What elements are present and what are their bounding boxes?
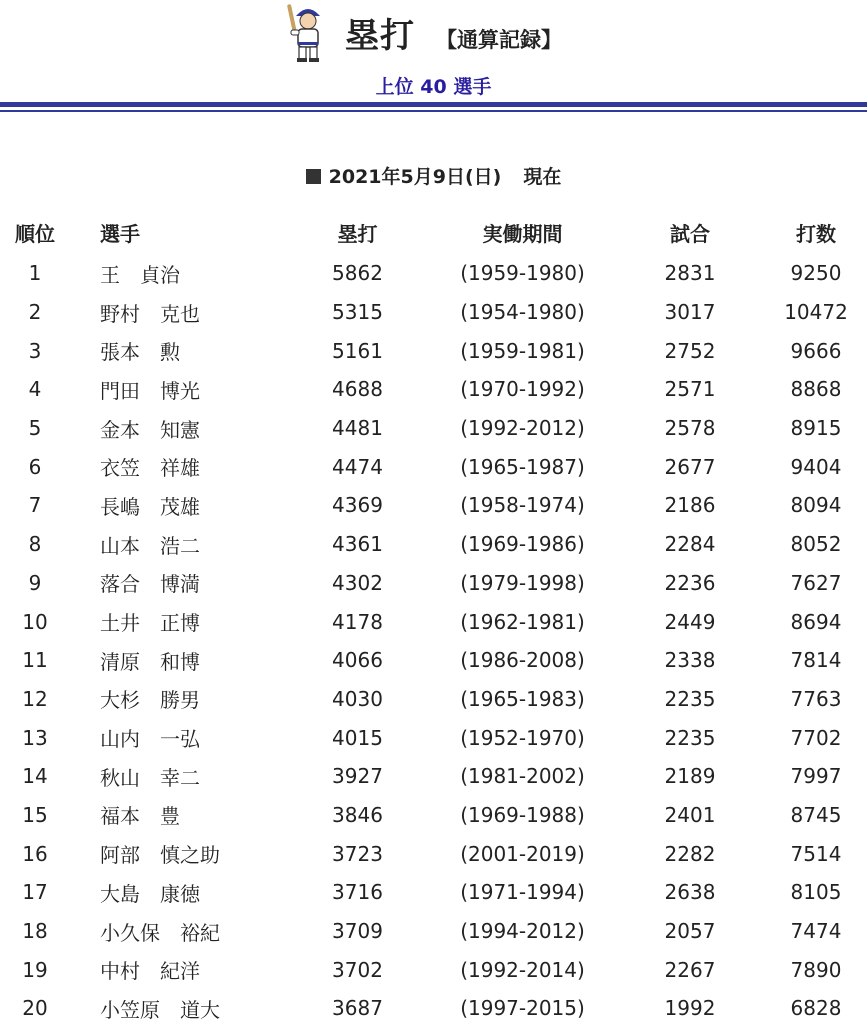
games-cell: 2189 (664, 764, 716, 789)
total-bases-cell: 5862 (332, 261, 383, 286)
player-name-cell: 長嶋 茂雄 (100, 494, 200, 519)
total-bases-cell: 4369 (332, 493, 383, 518)
player-name-cell: 阿部 慎之助 (100, 843, 220, 868)
table-row (0, 486, 867, 525)
table-row (0, 873, 867, 912)
table-row (0, 796, 867, 835)
page-title: 塁打 (345, 16, 415, 56)
at-bats-cell: 8915 (790, 416, 842, 441)
active-period-cell: (1979-1998) (460, 570, 585, 595)
baseball-batter-icon (284, 2, 332, 64)
at-bats-cell: 7997 (790, 764, 842, 789)
table-row (0, 254, 867, 293)
games-cell: 2578 (664, 416, 716, 441)
at-bats-cell: 7474 (790, 919, 842, 944)
player-name-cell: 小久保 裕紀 (100, 920, 220, 945)
rank-cell: 10 (22, 609, 48, 634)
active-period-cell: (2001-2019) (460, 841, 585, 866)
table-row (0, 447, 867, 486)
total-bases-cell: 4474 (332, 454, 383, 479)
at-bats-cell: 8105 (790, 880, 842, 905)
active-period-cell: (1992-2014) (460, 957, 585, 982)
active-period-cell: (1952-1970) (460, 725, 585, 750)
total-bases-cell: 5315 (332, 300, 383, 325)
table-row (0, 950, 867, 989)
column-header-player: 選手 (100, 221, 140, 246)
table-row (0, 757, 867, 796)
games-cell: 2338 (664, 648, 716, 673)
table-row (0, 989, 867, 1028)
games-cell: 2057 (664, 919, 716, 944)
rank-cell: 3 (28, 338, 42, 363)
at-bats-cell: 7514 (790, 841, 842, 866)
rank-cell: 9 (28, 570, 42, 595)
player-name-cell: 土井 正博 (100, 611, 200, 636)
table-row (0, 834, 867, 873)
total-bases-cell: 4066 (332, 648, 383, 673)
player-name-cell: 秋山 幸二 (100, 765, 200, 790)
player-name-cell: 中村 紀洋 (100, 959, 200, 984)
games-cell: 2831 (664, 261, 716, 286)
at-bats-cell: 8052 (790, 532, 842, 557)
total-bases-cell: 3716 (332, 880, 383, 905)
player-name-cell: 大島 康徳 (100, 881, 200, 906)
player-name-cell: 衣笠 祥雄 (100, 456, 200, 481)
rank-cell: 20 (22, 996, 48, 1021)
as-of-date-line (0, 162, 867, 189)
player-name-cell: 野村 克也 (100, 301, 200, 326)
player-name-cell: 門田 博光 (100, 378, 200, 403)
column-header-rank: 順位 (15, 221, 55, 246)
player-name-cell: 落合 博満 (100, 572, 200, 597)
table-row (0, 680, 867, 719)
column-header-active-period: 実働期間 (482, 221, 563, 246)
rank-cell: 12 (22, 686, 48, 711)
games-cell: 2235 (664, 686, 716, 711)
at-bats-cell: 9666 (790, 338, 842, 363)
as-of-label: 現在 (523, 166, 562, 188)
at-bats-cell: 8745 (790, 802, 842, 827)
at-bats-cell: 7890 (790, 957, 842, 982)
total-bases-cell: 4178 (332, 609, 383, 634)
rank-cell: 2 (28, 300, 42, 325)
rank-cell: 16 (22, 841, 48, 866)
ranking-table (0, 210, 867, 1028)
at-bats-cell: 9250 (790, 261, 842, 286)
rank-cell: 8 (28, 532, 42, 557)
table-row (0, 293, 867, 332)
games-cell: 2186 (664, 493, 716, 518)
rank-cell: 18 (22, 919, 48, 944)
games-cell: 2267 (664, 957, 716, 982)
active-period-cell: (1962-1981) (460, 609, 585, 634)
player-name-cell: 小笠原 道大 (100, 997, 220, 1022)
page-subtitle: 上位 40 選手 (375, 76, 492, 98)
games-cell: 2236 (664, 570, 716, 595)
table-row (0, 409, 867, 448)
table-row (0, 331, 867, 370)
games-cell: 1992 (664, 996, 716, 1021)
rank-cell: 14 (22, 764, 48, 789)
player-name-cell: 金本 知憲 (100, 417, 200, 442)
rank-cell: 5 (28, 416, 42, 441)
rank-cell: 7 (28, 493, 42, 518)
games-cell: 2571 (664, 377, 716, 402)
table-row (0, 602, 867, 641)
active-period-cell: (1971-1994) (460, 880, 585, 905)
active-period-cell: (1954-1980) (460, 300, 585, 325)
column-header-games: 試合 (670, 221, 710, 246)
rank-cell: 1 (28, 261, 42, 286)
at-bats-cell: 8094 (790, 493, 842, 518)
total-bases-cell: 3709 (332, 919, 383, 944)
active-period-cell: (1965-1987) (460, 454, 585, 479)
at-bats-cell: 7763 (790, 686, 842, 711)
total-bases-cell: 4302 (332, 570, 383, 595)
player-name-cell: 王 貞治 (100, 262, 180, 287)
player-name-cell: 山本 浩二 (100, 533, 200, 558)
player-name-cell: 福本 豊 (100, 804, 180, 829)
player-name-cell: 大杉 勝男 (100, 688, 200, 713)
total-bases-cell: 3846 (332, 802, 383, 827)
total-bases-cell: 4688 (332, 377, 383, 402)
table-row (0, 525, 867, 564)
active-period-cell: (1994-2012) (460, 919, 585, 944)
table-row (0, 370, 867, 409)
at-bats-cell: 7702 (790, 725, 842, 750)
at-bats-cell: 8868 (790, 377, 842, 402)
games-cell: 2449 (664, 609, 716, 634)
at-bats-cell: 7814 (790, 648, 842, 673)
total-bases-cell: 4361 (332, 532, 383, 557)
active-period-cell: (1970-1992) (460, 377, 585, 402)
square-bullet-icon (306, 169, 321, 184)
total-bases-cell: 4015 (332, 725, 383, 750)
active-period-cell: (1969-1988) (460, 802, 585, 827)
player-name-cell: 張本 勲 (100, 340, 180, 365)
table-row (0, 564, 867, 603)
games-cell: 2638 (664, 880, 716, 905)
rank-cell: 4 (28, 377, 42, 402)
rank-cell: 15 (22, 802, 48, 827)
at-bats-cell: 10472 (784, 300, 848, 325)
games-cell: 2284 (664, 532, 716, 557)
total-bases-cell: 3927 (332, 764, 383, 789)
games-cell: 2282 (664, 841, 716, 866)
at-bats-cell: 6828 (790, 996, 842, 1021)
table-body (0, 254, 867, 1028)
games-cell: 2235 (664, 725, 716, 750)
as-of-date: 2021年5月9日(日) (328, 166, 502, 188)
total-bases-cell: 4030 (332, 686, 383, 711)
header-divider-thin (0, 110, 867, 112)
active-period-cell: (1959-1981) (460, 338, 585, 363)
active-period-cell: (1981-2002) (460, 764, 585, 789)
table-row (0, 912, 867, 951)
total-bases-cell: 3702 (332, 957, 383, 982)
rank-cell: 6 (28, 454, 42, 479)
player-name-cell: 清原 和博 (100, 649, 200, 674)
active-period-cell: (1959-1980) (460, 261, 585, 286)
page-title-category: 【通算記録】 (436, 28, 562, 52)
player-name-cell: 山内 一弘 (100, 727, 200, 752)
column-header-at-bats: 打数 (796, 221, 836, 246)
page-header (0, 0, 867, 98)
rank-cell: 17 (22, 880, 48, 905)
games-cell: 2677 (664, 454, 716, 479)
games-cell: 2401 (664, 802, 716, 827)
rank-cell: 19 (22, 957, 48, 982)
header-divider-thick (0, 102, 867, 107)
table-header-row (0, 210, 867, 254)
at-bats-cell: 7627 (790, 570, 842, 595)
at-bats-cell: 8694 (790, 609, 842, 634)
total-bases-cell: 3723 (332, 841, 383, 866)
active-period-cell: (1992-2012) (460, 416, 585, 441)
column-header-total-bases: 塁打 (337, 221, 378, 246)
games-cell: 2752 (664, 338, 716, 363)
at-bats-cell: 9404 (790, 454, 842, 479)
active-period-cell: (1986-2008) (460, 648, 585, 673)
table-row (0, 718, 867, 757)
total-bases-cell: 3687 (332, 996, 383, 1021)
active-period-cell: (1969-1986) (460, 532, 585, 557)
active-period-cell: (1965-1983) (460, 686, 585, 711)
total-bases-cell: 4481 (332, 416, 383, 441)
rank-cell: 11 (22, 648, 48, 673)
total-bases-cell: 5161 (332, 338, 383, 363)
active-period-cell: (1997-2015) (460, 996, 585, 1021)
table-row (0, 641, 867, 680)
games-cell: 3017 (664, 300, 716, 325)
rank-cell: 13 (22, 725, 48, 750)
active-period-cell: (1958-1974) (460, 493, 585, 518)
